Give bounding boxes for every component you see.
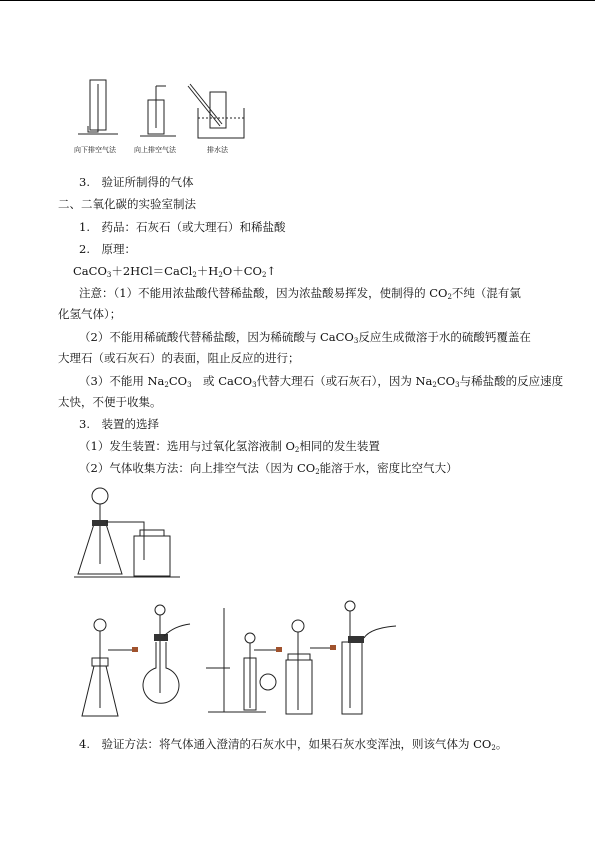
gas-collection-methods-figure bbox=[70, 78, 260, 146]
line-reagents: 1. 药品：石灰石（或大理石）和稀盐酸 bbox=[79, 220, 286, 234]
line-principle: 2. 原理： bbox=[79, 242, 136, 256]
caption-downward: 向下排空气法 bbox=[74, 146, 116, 154]
note-1-cont: 化氢气体）； bbox=[58, 307, 122, 321]
note-1: 注意：（1）不能用浓盐酸代替稀盐酸，因为浓盐酸易挥发，使制得的 $CO_2$不纯（混有氯 bbox=[79, 286, 521, 301]
co2-apparatus-figure bbox=[70, 484, 190, 584]
chemical-equation: $CaCO_3+2HCl=CaCl_2+H_2O+CO_2↑$ bbox=[73, 264, 277, 279]
caption-water: 排水法 bbox=[207, 146, 228, 154]
generator-apparatus-row bbox=[78, 598, 408, 723]
note-2: （2）不能用稀硫酸代替稀盐酸，因为稀硫酸与 CaCO$_3$反应生成微溶于水的硫酸钙覆盖在 bbox=[79, 330, 531, 345]
note-3: （3）不能用 $Na_2CO_3$ 或 CaCO$_3$代替大理石（或石灰石），因为 $Na_2CO_3$与稀盐酸的反应速度 bbox=[79, 374, 564, 389]
note-2-cont: 大理石（或石灰石）的表面，阻止反应的进行； bbox=[58, 351, 300, 365]
line-generation: （1）发生装置：选用与过氧化氢溶液制 $O_2$相同的发生装置 bbox=[79, 439, 380, 454]
page-top-border bbox=[0, 0, 595, 1]
line-collection: （2）气体收集方法：向上排空气法（因为 $CO_2$能溶于水，密度比空气大） bbox=[79, 461, 458, 476]
caption-upward: 向上排空气法 bbox=[134, 146, 176, 154]
line-apparatus: 3. 装置的选择 bbox=[79, 417, 159, 431]
line-verification-method: 4. 验证方法：将气体通入澄清的石灰水中，如果石灰水变浑浊，则该气体为 $CO_2$。 bbox=[79, 737, 508, 752]
section-heading-co2: 二、二氧化碳的实验室制法 bbox=[58, 197, 196, 211]
line-verify-gas: 3. 验证所制得的气体 bbox=[79, 175, 194, 189]
note-3-cont: 太快，不便于收集。 bbox=[58, 395, 162, 409]
